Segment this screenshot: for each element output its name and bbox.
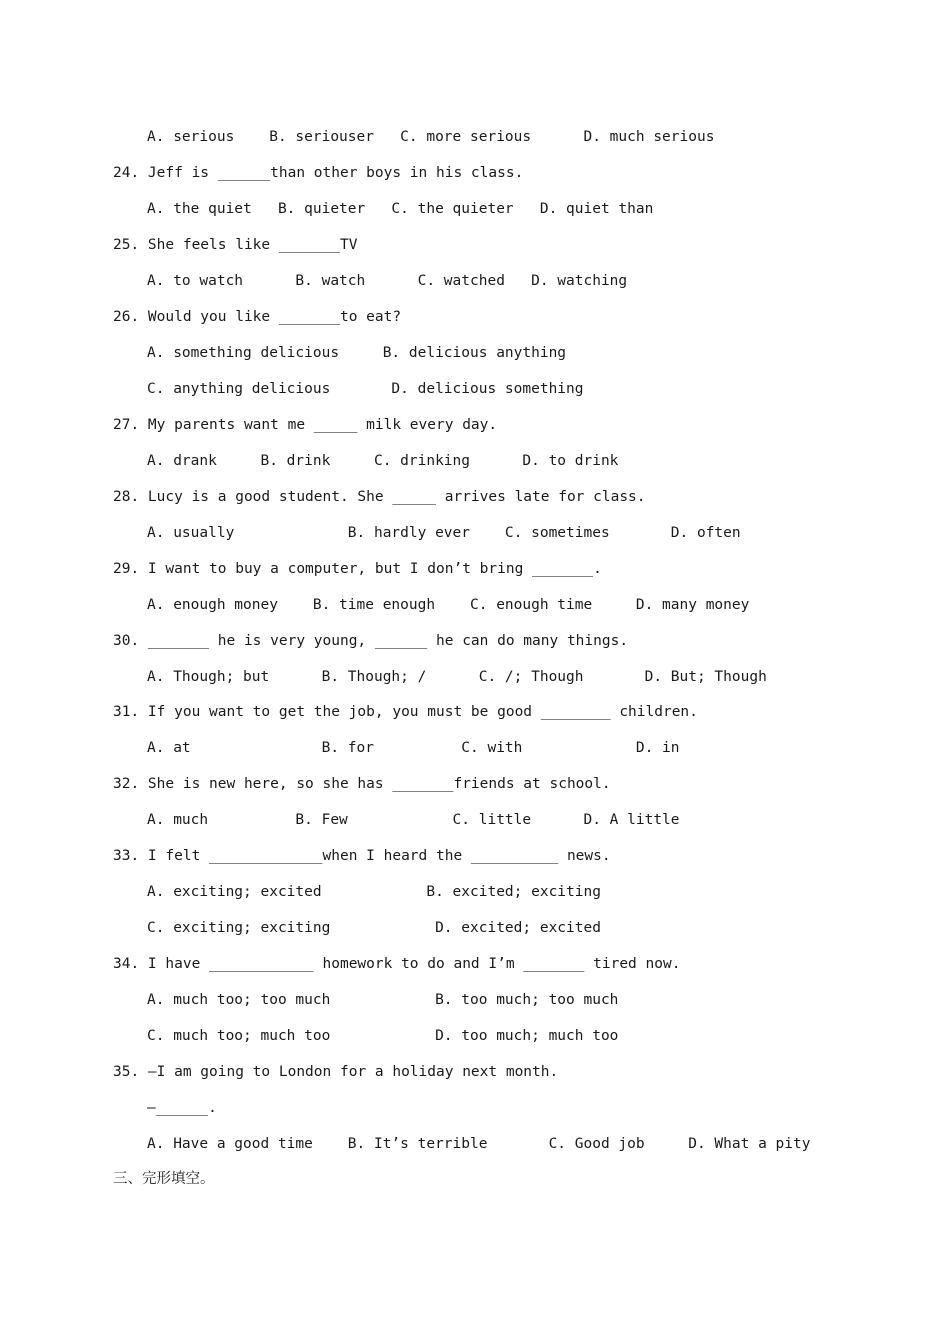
options-line: C. exciting; exciting D. excited; excited xyxy=(147,920,601,936)
question-line: 26. Would you like _______to eat? xyxy=(113,309,402,325)
options-line: A. enough money B. time enough C. enough time D. many money xyxy=(147,597,750,613)
question-line: 31. If you want to get the job, you must be good ________ children. xyxy=(113,704,698,720)
question-line: 24. Jeff is ______than other boys in his class. xyxy=(113,165,524,181)
options-line: A. something delicious B. delicious anything xyxy=(147,345,567,361)
section-heading: 三、完形填空。 xyxy=(113,1171,215,1187)
options-line: A. at B. for C. with D. in xyxy=(147,740,680,756)
options-line: A. exciting; excited B. excited; exciting xyxy=(147,884,601,900)
options-line: A. the quiet B. quieter C. the quieter D. quiet than xyxy=(147,201,654,217)
question-line: 25. She feels like _______TV xyxy=(113,237,358,253)
question-line: 34. I have ____________ homework to do and I’m _______ tired now. xyxy=(113,956,681,972)
question-line: 29. I want to buy a computer, but I don’t bring _______. xyxy=(113,561,602,577)
options-line: C. much too; much too D. too much; much too xyxy=(147,1028,619,1044)
question-line: 28. Lucy is a good student. She _____ arrives late for class. xyxy=(113,489,646,505)
options-line: A. much too; too much B. too much; too much xyxy=(147,992,619,1008)
question-line: 33. I felt _____________when I heard the __________ news. xyxy=(113,848,611,864)
question-line: 32. She is new here, so she has _______friends at school. xyxy=(113,776,611,792)
question-line: 27. My parents want me _____ milk every day. xyxy=(113,417,498,433)
options-line: A. serious B. seriouser C. more serious D. much serious xyxy=(147,129,715,145)
options-line: A. much B. Few C. little D. A little xyxy=(147,812,680,828)
options-line: C. anything delicious D. delicious something xyxy=(147,381,584,397)
question-line: 30. _______ he is very young, ______ he can do many things. xyxy=(113,633,629,649)
options-line: A. usually B. hardly ever C. sometimes D. often xyxy=(147,525,741,541)
options-line: A. to watch B. watch C. watched D. watching xyxy=(147,273,628,289)
options-line: A. Have a good time B. It’s terrible C. Good job D. What a pity xyxy=(147,1136,811,1152)
question-line: 35. —I am going to London for a holiday next month. xyxy=(113,1064,559,1080)
options-line: A. drank B. drink C. drinking D. to drink xyxy=(147,453,619,469)
options-line: A. Though; but B. Though; / C. /; Though D. But; Though xyxy=(147,669,767,685)
options-line: —______. xyxy=(147,1100,217,1116)
